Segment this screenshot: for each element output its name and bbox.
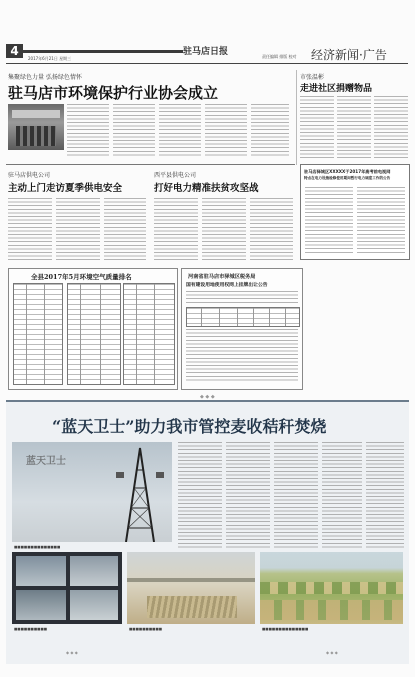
feature-body-col1 xyxy=(178,442,222,550)
air-table-1 xyxy=(13,283,63,385)
tower-caption: ■■■■■■■■■■■■■■ xyxy=(14,545,61,549)
right-body-col2 xyxy=(337,96,371,158)
lead-body-col2 xyxy=(113,104,155,156)
poverty-headline: 打好电力精准扶贫攻坚战 xyxy=(154,183,259,194)
masthead xyxy=(0,0,415,70)
power-kicker: 驻马店供电公司 xyxy=(8,172,51,179)
story-poverty xyxy=(152,168,295,264)
field-caption: ■■■■■■■■■■ xyxy=(129,627,163,631)
date-line: 2017年6月21日 星期三 xyxy=(28,56,72,61)
air-quality-section xyxy=(8,268,178,390)
lead-body-col3 xyxy=(159,104,201,156)
public-notice-title-2: 国有建设用地使用权网上挂牌出让公告 xyxy=(186,282,268,288)
field-photo xyxy=(127,552,255,624)
power-headline: 主动上门走访夏季供电安全 xyxy=(8,183,123,194)
page-number-badge: 4 xyxy=(6,44,23,58)
poverty-body-col1 xyxy=(154,198,198,260)
notice-body-col1 xyxy=(305,187,353,253)
power-body-col3 xyxy=(104,198,146,260)
footer-ornament: ◆ ◆ ◆ xyxy=(200,394,215,400)
public-notice-body xyxy=(186,329,298,381)
right-kicker: 市张温彬 xyxy=(300,74,325,81)
feature-footer-ornament-right: ◆ ◆ ◆ xyxy=(326,650,338,655)
tower-sign: 蓝天卫士 xyxy=(26,456,66,467)
notice-title-1: 驻马店驿城区XXXXX于2017年高考前电视网 xyxy=(304,169,391,174)
power-body-col2 xyxy=(56,198,100,260)
right-headline: 走进社区捐赠物品 xyxy=(300,84,373,94)
public-notice xyxy=(181,268,303,390)
feature-body-col2 xyxy=(226,442,270,550)
aerial-photo xyxy=(260,552,403,624)
feature-body-col5 xyxy=(366,442,404,550)
monitor-photo xyxy=(12,552,122,624)
air-table-2 xyxy=(67,283,121,385)
lead-kicker: 集聚绿色力量 弘扬绿色情怀 xyxy=(8,74,82,81)
lead-headline: 驻马店市环境保护行业协会成立 xyxy=(8,84,219,102)
public-notice-intro xyxy=(186,291,298,303)
air-table-title: 全县2017年5月环境空气质量排名 xyxy=(31,273,132,281)
feature-body-col3 xyxy=(274,442,318,550)
right-body-col1 xyxy=(300,96,334,158)
feature-headline: “蓝天卫士”助力我市管控麦收秸秆焚烧 xyxy=(52,417,327,436)
right-story xyxy=(300,70,410,160)
poverty-body-col2 xyxy=(202,198,246,260)
masthead-bar-left xyxy=(23,50,183,53)
lead-photo xyxy=(8,104,64,150)
aerial-caption: ■■■■■■■■■■■■■■ xyxy=(262,627,309,631)
poverty-kicker: 西平县供电公司 xyxy=(154,172,197,179)
notice-body-col2 xyxy=(357,187,405,253)
public-notice-title-1: 河南省驻马店市驿城区税务局 xyxy=(188,274,256,280)
feature-body-col4 xyxy=(322,442,362,550)
tower-photo xyxy=(12,442,172,542)
masthead-rule xyxy=(6,63,408,64)
lead-body-col5 xyxy=(251,104,289,156)
lead-body-col1 xyxy=(67,104,109,156)
land-parcel-table xyxy=(186,307,300,327)
lead-body-col4 xyxy=(205,104,247,156)
col-divider xyxy=(296,70,297,165)
notice-box xyxy=(300,164,410,260)
paper-name: 驻马店日报 xyxy=(183,47,229,57)
air-table-3 xyxy=(123,283,175,385)
right-body-col3 xyxy=(374,96,408,158)
monitor-caption: ■■■■■■■■■■ xyxy=(14,627,48,631)
editor-line: 责任编辑 排版 校对 xyxy=(262,54,297,59)
notice-title-2: 特点在电力设施检修使用期间暂行电力调度工作的公告 xyxy=(304,176,391,180)
feature-section xyxy=(6,400,409,664)
power-body-col1 xyxy=(8,198,52,260)
row-rule-1 xyxy=(6,164,295,165)
lead-story xyxy=(6,70,291,162)
feature-footer-ornament: ◆ ◆ ◆ xyxy=(66,650,78,655)
section-title: 经济新闻·广告 xyxy=(311,48,387,62)
poverty-body-col3 xyxy=(250,198,293,260)
story-power xyxy=(6,168,148,264)
